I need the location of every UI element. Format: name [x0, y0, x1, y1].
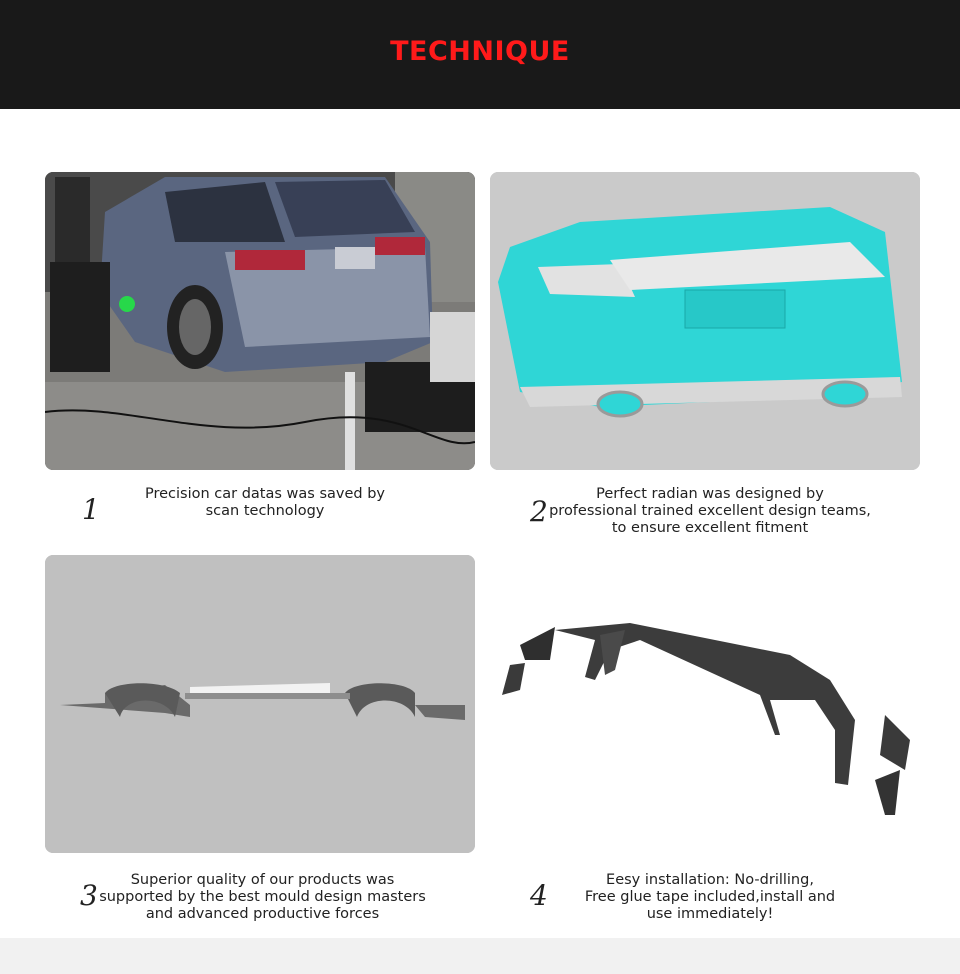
page-footer-band: [0, 938, 960, 974]
step-1-number: 1: [82, 493, 100, 526]
step-3-number: 3: [80, 879, 98, 912]
step-4-caption: [550, 872, 870, 923]
mould-design-render: [45, 555, 475, 853]
step-2-line-2: professional trained excellent design teams,: [549, 503, 871, 519]
page-header: [0, 0, 960, 109]
step-3-line-3: and advanced productive forces: [145, 906, 380, 922]
step-4-line-2: Free glue tape included,install and: [584, 889, 836, 905]
step-2-caption: [540, 486, 880, 537]
step-3-line-2: supported by the best mould design masters: [99, 889, 426, 905]
product-parts-photo: [490, 555, 920, 853]
step-1-line-2: scan technology: [205, 503, 325, 519]
step-1-caption: [100, 486, 430, 520]
page-title: TECHNIQUE: [390, 36, 570, 67]
step-4-number: 4: [530, 879, 548, 912]
scan-photo: [45, 172, 475, 470]
step-2-line-3: to ensure excellent fitment: [611, 520, 809, 536]
step-4-line-1: Eesy installation: No-drilling,: [606, 872, 814, 888]
step-1-line-1: Precision car datas was saved by: [144, 486, 385, 502]
step-4-line-3: use immediately!: [646, 906, 774, 922]
step-2-number: 2: [530, 495, 548, 528]
step-2-line-1: Perfect radian was designed by: [596, 486, 824, 502]
step-3-caption: [90, 872, 435, 923]
scan-model-render: [490, 172, 920, 470]
step-3-line-1: Superior quality of our products was: [130, 872, 395, 888]
